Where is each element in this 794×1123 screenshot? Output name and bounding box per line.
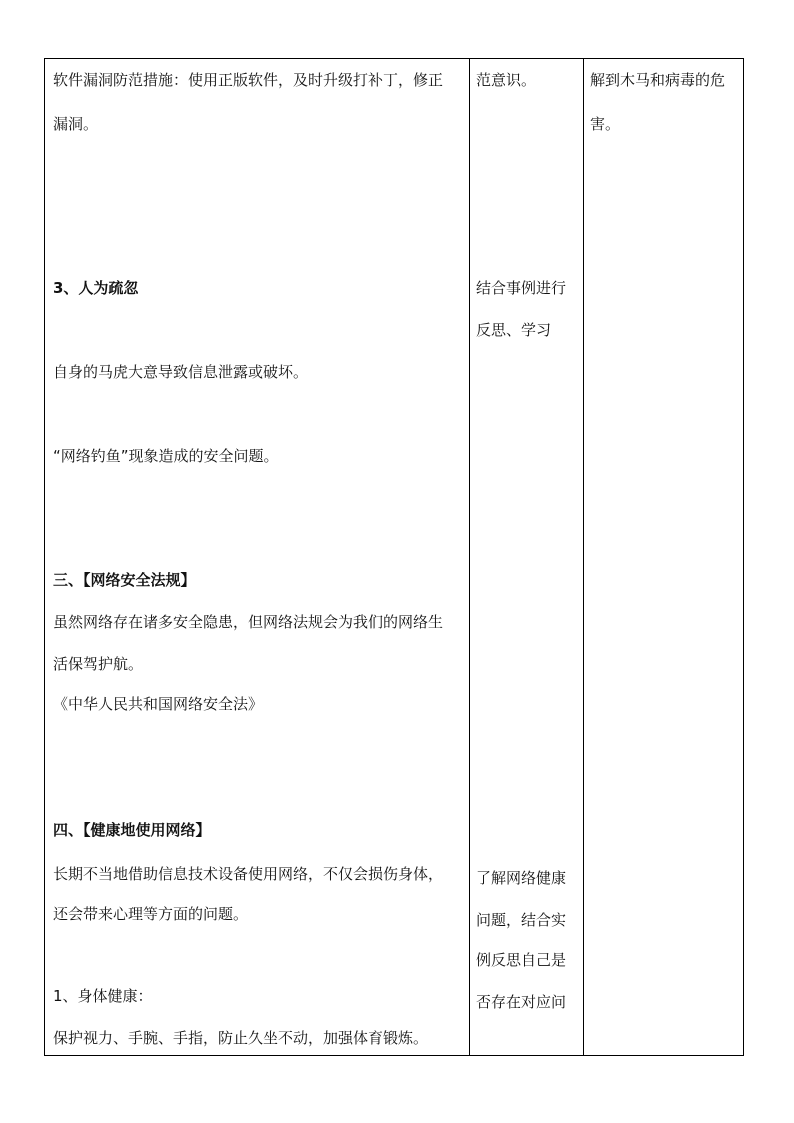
middle-line: 否存在对应问 (476, 993, 567, 1011)
heading-cyber-security-law: 三、【网络安全法规】 (53, 571, 196, 589)
middle-line: 反思、学习 (476, 321, 552, 339)
table-row (45, 59, 744, 1056)
paragraph-software-vulnerability-cont: 漏洞。 (53, 115, 99, 133)
middle-line: 问题，结合实 (476, 911, 567, 929)
paragraph-software-vulnerability: 软件漏洞防范措施：使用正版软件，及时升级打补丁，修正 (53, 71, 444, 89)
paragraph-law-name: 《中华人民共和国网络安全法》 (53, 695, 264, 713)
middle-line: 例反思自己是 (476, 951, 567, 969)
right-line: 解到木马和病毒的危 (590, 71, 726, 89)
middle-line: 范意识。 (476, 71, 537, 89)
paragraph-law-intro: 虽然网络存在诸多安全隐患，但网络法规会为我们的网络生 (53, 613, 444, 631)
lesson-plan-table (44, 58, 744, 1056)
middle-line: 了解网络健康 (476, 869, 567, 887)
right-line: 害。 (590, 115, 621, 133)
paragraph-physical-health: 保护视力、手腕、手指，防止久坐不动，加强体育锻炼。 (53, 1029, 429, 1047)
heading-healthy-network-use: 四、【健康地使用网络】 (53, 821, 211, 839)
middle-line: 结合事例进行 (476, 279, 567, 297)
heading-human-negligence: 3、人为疏忽 (53, 279, 139, 297)
heading-physical-health: 1、身体健康： (53, 987, 153, 1005)
paragraph-long-term-use: 长期不当地借助信息技术设备使用网络，不仅会损伤身体， (53, 865, 444, 883)
content-cell (45, 59, 470, 1056)
purpose-cell (584, 59, 744, 1056)
paragraph-carelessness: 自身的马虎大意导致信息泄露或破坏。 (53, 363, 309, 381)
paragraph-law-intro-cont: 活保驾护航。 (53, 655, 144, 673)
activity-cell (470, 59, 584, 1056)
paragraph-long-term-use-cont: 还会带来心理等方面的问题。 (53, 905, 249, 923)
paragraph-phishing: “网络钓鱼”现象造成的安全问题。 (53, 447, 279, 465)
